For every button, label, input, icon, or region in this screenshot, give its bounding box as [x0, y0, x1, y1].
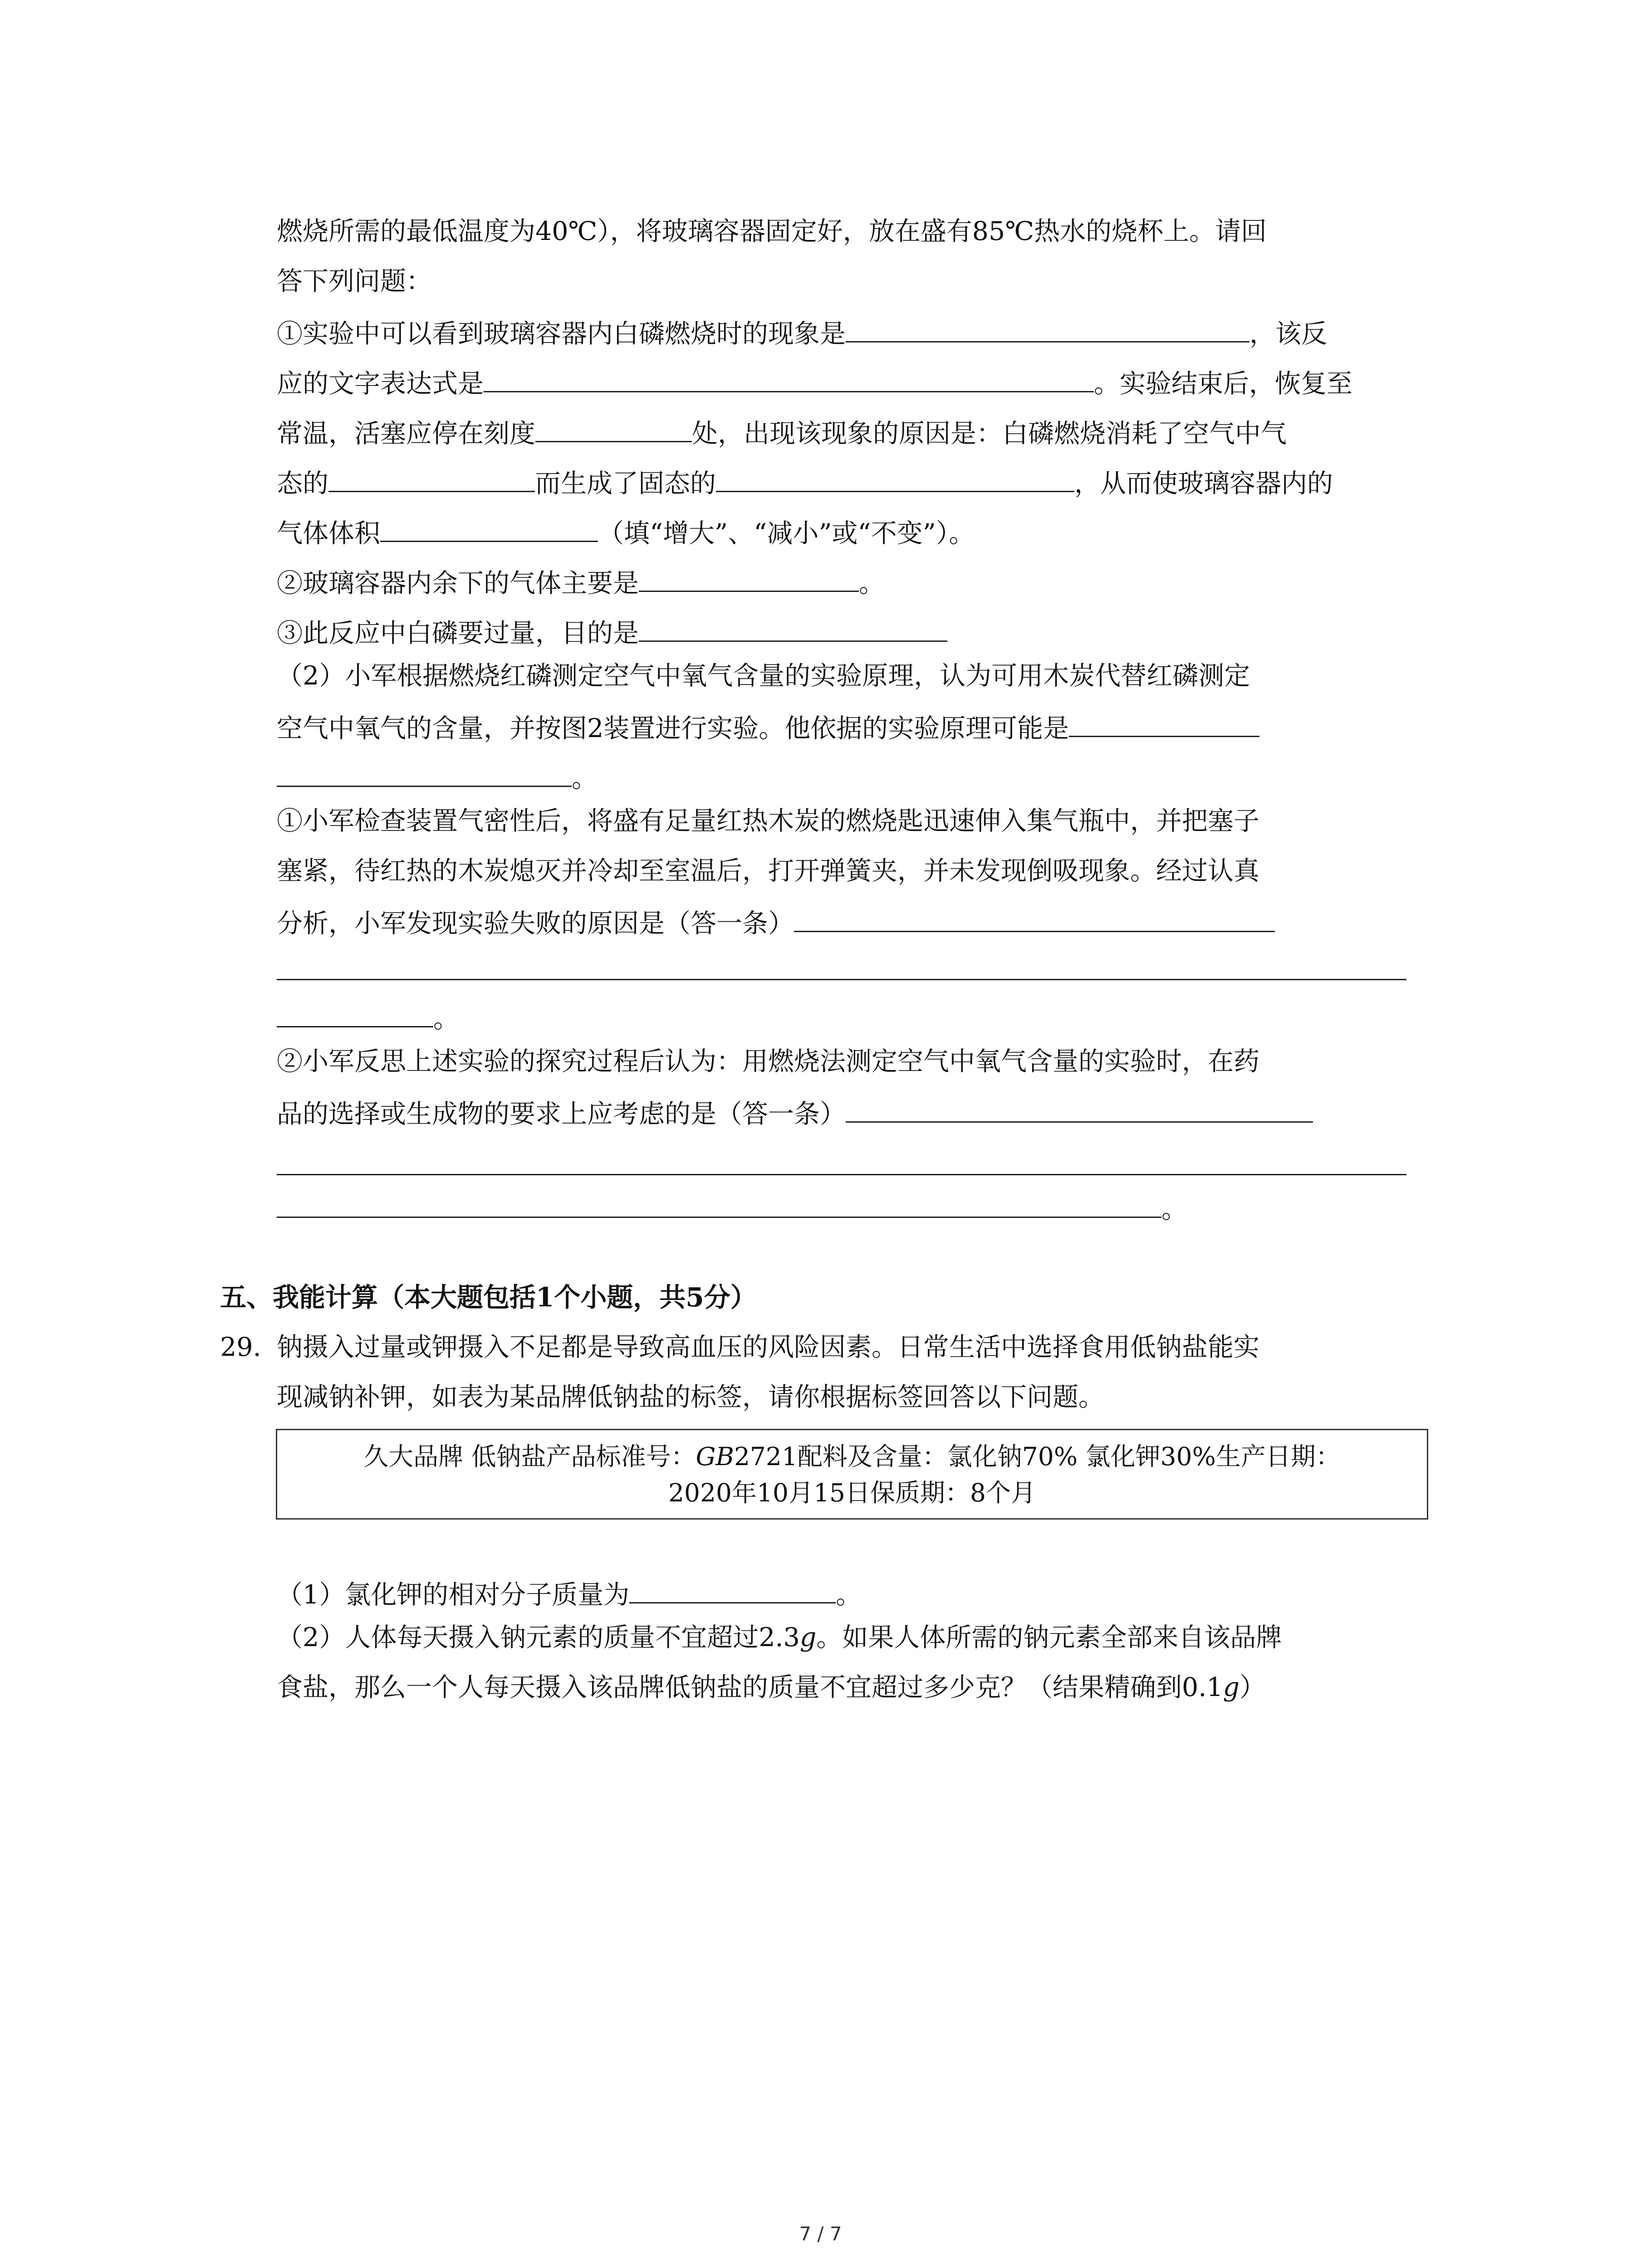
q28-part2-line-2: [277, 708, 1425, 744]
q28-part2a-line-1: [277, 803, 1425, 839]
q28-line-8: [277, 562, 1425, 599]
text: 而生成了固态的: [535, 469, 716, 499]
text: 久大品牌 低钠盐产品标准号：: [363, 1442, 696, 1471]
answer-blank[interactable]: [380, 513, 598, 542]
text: 燃烧所需的最低温度为40℃），将玻璃容器固定好，放在盛有85℃热水的烧杯上。请回: [277, 216, 1267, 246]
page-number: 7 / 7: [799, 2223, 842, 2245]
q29-line-1: [277, 1329, 1425, 1365]
text: 品的选择或生成物的要求上应考虑的是（答一条）: [277, 1099, 846, 1129]
q28-line-9: [277, 612, 1425, 649]
text: ②小军反思上述实验的探究过程后认为：用燃烧法测定空气中氧气含量的实验时，在药: [277, 1046, 1259, 1076]
q28-line-6: [277, 463, 1425, 499]
q28-part2-line-3: [277, 758, 1425, 794]
text: 。: [433, 1004, 459, 1034]
q28-part2a-line-5: [277, 998, 1425, 1034]
text: （1）氯化钾的相对分子质量为: [277, 1580, 630, 1610]
text: 。实验结束后，恢复至: [1094, 369, 1352, 399]
answer-line[interactable]: [277, 1174, 1406, 1175]
answer-blank[interactable]: [639, 612, 947, 642]
label-line-2: 2020年10月15日保质期：8个月: [668, 1478, 1036, 1507]
question-number: 29.: [220, 1332, 261, 1362]
text: ①实验中可以看到玻璃容器内白磷燃烧时的现象是: [277, 319, 846, 349]
answer-blank[interactable]: [277, 998, 433, 1027]
q29-line-2: [277, 1379, 1425, 1415]
answer-blank[interactable]: [629, 1574, 836, 1603]
q28-line-4: [277, 363, 1425, 399]
q28-part2a-line-3: [277, 903, 1425, 939]
answer-blank[interactable]: [846, 313, 1249, 342]
q28-part2b-line-1: [277, 1043, 1425, 1080]
answer-blank[interactable]: [639, 562, 859, 592]
q29-part2-line-2: [277, 1669, 1425, 1706]
text: 气体体积: [277, 518, 380, 548]
text: ）: [1239, 1672, 1266, 1702]
text: （2）人体每天摄入钠元素的质量不宜超过2.3: [277, 1623, 800, 1652]
answer-blank[interactable]: [277, 758, 572, 787]
answer-blank[interactable]: [484, 363, 1094, 392]
text: 分析，小军发现实验失败的原因是（答一条）: [277, 909, 794, 938]
q28-part2b-line-2: [277, 1093, 1425, 1129]
q28-line-3: [277, 313, 1425, 349]
text: 。: [1161, 1194, 1187, 1224]
text: 态的: [277, 469, 328, 499]
q28-line-1: [277, 213, 1425, 249]
text: 应的文字表达式是: [277, 369, 484, 399]
q28-line-7: [277, 513, 1425, 549]
q28-line-2: [277, 263, 1425, 299]
q29-part2-line-1: [277, 1619, 1425, 1656]
text: 。: [572, 763, 598, 793]
answer-blank[interactable]: [535, 413, 692, 442]
text: 答下列问题：: [277, 266, 432, 296]
text: 食盐，那么一个人每天摄入该品牌低钠盐的质量不宜超过多少克？（结果精确到0.1: [277, 1672, 1223, 1702]
text: ，从而使玻璃容器内的: [1074, 469, 1333, 499]
q28-part2b-line-4: [277, 1188, 1425, 1225]
answer-blank[interactable]: [328, 463, 535, 492]
answer-blank[interactable]: [846, 1093, 1313, 1123]
answer-blank[interactable]: [1069, 708, 1259, 737]
text: （2）小军根据燃烧红磷测定空气中氧气含量的实验原理，认为可用木炭代替红磷测定: [277, 661, 1250, 691]
answer-line[interactable]: [277, 979, 1406, 980]
text: 。如果人体所需的钠元素全部来自该品牌: [816, 1623, 1282, 1652]
answer-blank[interactable]: [277, 1188, 1161, 1218]
text: g: [799, 1623, 817, 1652]
section-heading: 五、我能计算（本大题包括1个小题，共5分）: [220, 1282, 757, 1313]
q28-line-5: [277, 413, 1425, 449]
text: 现减钠补钾，如表为某品牌低钠盐的标签，请你根据标签回答以下问题。: [277, 1382, 1104, 1412]
salt-label-table: [276, 1429, 1428, 1520]
text: g: [1223, 1672, 1240, 1702]
q29-part1: [277, 1574, 1425, 1610]
answer-blank[interactable]: [716, 463, 1074, 492]
text: 塞紧，待红热的木炭熄灭并冷却至室温后，打开弹簧夹，并未发现倒吸现象。经过认真: [277, 856, 1259, 886]
text: 。: [836, 1580, 862, 1610]
text: 钠摄入过量或钾摄入不足都是导致高血压的风险因素。日常生活中选择食用低钠盐能实: [277, 1332, 1259, 1362]
q28-part2a-line-2: [277, 853, 1425, 889]
q28-part2-line-1: [277, 658, 1425, 694]
text: ②玻璃容器内余下的气体主要是: [277, 568, 639, 598]
text: ③此反应中白磷要过量，目的是: [277, 618, 639, 648]
text: 。: [859, 568, 885, 598]
text: GB: [696, 1442, 734, 1471]
answer-blank[interactable]: [794, 903, 1275, 932]
text: ，该反: [1249, 319, 1327, 349]
text: 常温，活塞应停在刻度: [277, 419, 535, 449]
label-line-1: [277, 1438, 1427, 1475]
text: ①小军检查装置气密性后，将盛有足量红热木炭的燃烧匙迅速伸入集气瓶中，并把塞子: [277, 806, 1259, 836]
text: （填“增大”、“减小”或“不变”）。: [598, 518, 975, 548]
text: 2721配料及含量：氯化钠70% 氯化钾30%生产日期：: [734, 1442, 1341, 1471]
text: 空气中氧气的含量，并按图2装置进行实验。他依据的实验原理可能是: [277, 714, 1069, 743]
text: 处，出现该现象的原因是：白磷燃烧消耗了空气中气: [692, 419, 1287, 449]
